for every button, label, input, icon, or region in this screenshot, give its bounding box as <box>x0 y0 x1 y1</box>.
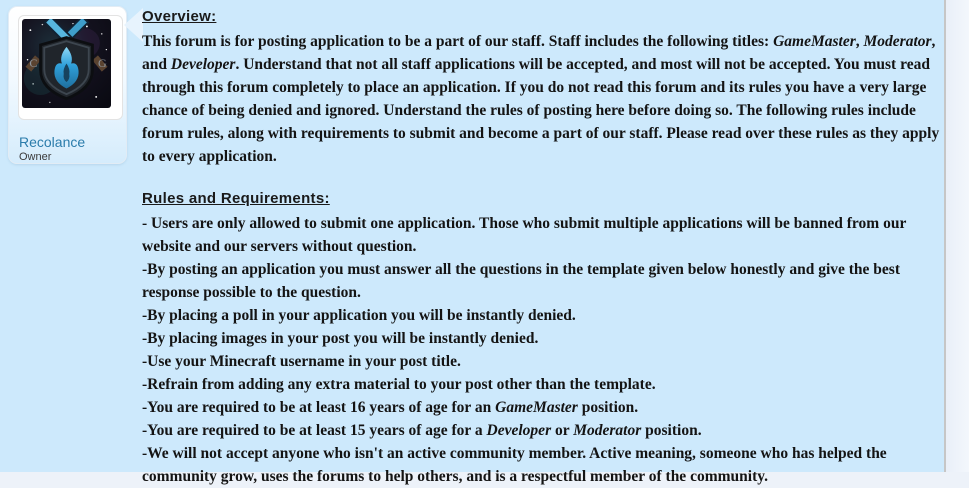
rule-item: -You are required to be at least 15 years of age for a Developer or Moderator position. <box>142 422 702 439</box>
avatar[interactable] <box>18 15 123 120</box>
post-content <box>142 7 942 488</box>
crest-letter-left: C <box>29 56 38 71</box>
author-card <box>8 6 127 164</box>
crest-letter-right: G <box>98 56 107 71</box>
rule-item: -By posting an application you must answer all the questions in the template given below honestly and give the best response possible to the question. <box>142 261 900 301</box>
rule-item: -You are required to be at least 16 years of age for an GameMaster position. <box>142 399 639 416</box>
rule-item: -By placing images in your post you will be instantly denied. <box>142 330 539 347</box>
author-username-link[interactable]: Recolance <box>19 134 86 150</box>
overview-heading: Overview: <box>142 8 217 25</box>
rule-item: -Refrain from adding any extra material to your post other than the template. <box>142 376 656 393</box>
post-bubble-arrow-icon <box>124 8 143 42</box>
clan-crest-avatar-icon <box>22 19 111 108</box>
rule-item: -Use your Minecraft username in your post title. <box>142 353 461 370</box>
rule-item: -We will not accept anyone who isn't an active community member. Active meaning, someone who has helped the community grow, uses the forums to help others, and is a respectful member of the community. <box>142 445 887 485</box>
page-gutter <box>946 0 969 472</box>
author-role: Owner <box>19 151 52 163</box>
overview-paragraph: This forum is for posting application to be a part of our staff. Staff includes the following titles: GameMaster, Moderator, and Developer. Understand that not all staff applications will be accepted, and most will not be accepted. You must read through this forum completely to place an application. If you do not read this forum and its rules you have a very large chance of being denied and ignored. Understand the rules of posting here before doing so. The following rules include forum rules, along with requirements to submit and become a part of our staff. Please read over these rules as they apply to every application. <box>142 33 940 165</box>
rule-item: -By placing a poll in your application you will be instantly denied. <box>142 307 576 324</box>
rule-item: - Users are only allowed to submit one application. Those who submit multiple applications will be banned from our website and our servers without question. <box>142 215 907 255</box>
rules-section <box>142 189 942 488</box>
rules-list <box>142 212 942 488</box>
rules-heading: Rules and Requirements: <box>142 190 330 207</box>
